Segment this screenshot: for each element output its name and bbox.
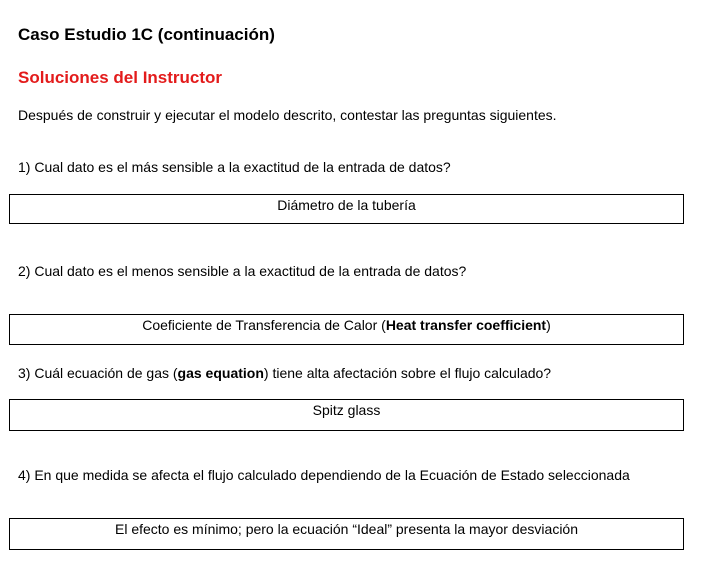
answer-1-text: Diámetro de la tubería <box>277 197 416 213</box>
answer-box-4 <box>9 518 684 550</box>
question-1: 1) Cual dato es el más sensible a la exactitud de la entrada de datos? <box>18 159 451 175</box>
intro-text: Después de construir y ejecutar el modelo descrito, contestar las preguntas siguientes. <box>18 107 557 123</box>
answer-2-text-pre: Coeficiente de Transferencia de Calor ( <box>142 317 386 333</box>
question-2: 2) Cual dato es el menos sensible a la exactitud de la entrada de datos? <box>18 263 467 279</box>
answer-box-2 <box>9 314 684 345</box>
answer-2-text-bold: Heat transfer coefficient <box>385 317 547 333</box>
question-3-post: ) tiene alta afectación sobre el flujo calculado? <box>263 365 552 381</box>
question-4: 4) En que medida se afecta el flujo calculado dependiendo de la Ecuación de Estado seleccionada <box>18 467 630 483</box>
answer-box-3 <box>9 399 684 431</box>
question-3-pre: 3) Cuál ecuación de gas ( <box>18 365 178 381</box>
document-subtitle: Soluciones del Instructor <box>18 68 223 87</box>
answer-4-text: El efecto es mínimo; pero la ecuación “Ideal” presenta la mayor desviación <box>114 521 578 537</box>
question-3 <box>18 364 638 382</box>
answer-2-text-post: ) <box>546 317 551 333</box>
answer-box-1 <box>9 194 684 224</box>
question-3-bold: gas equation <box>177 365 264 381</box>
answer-3-text: Spitz glass <box>312 402 381 418</box>
document-title: Caso Estudio 1C (continuación) <box>18 25 275 44</box>
